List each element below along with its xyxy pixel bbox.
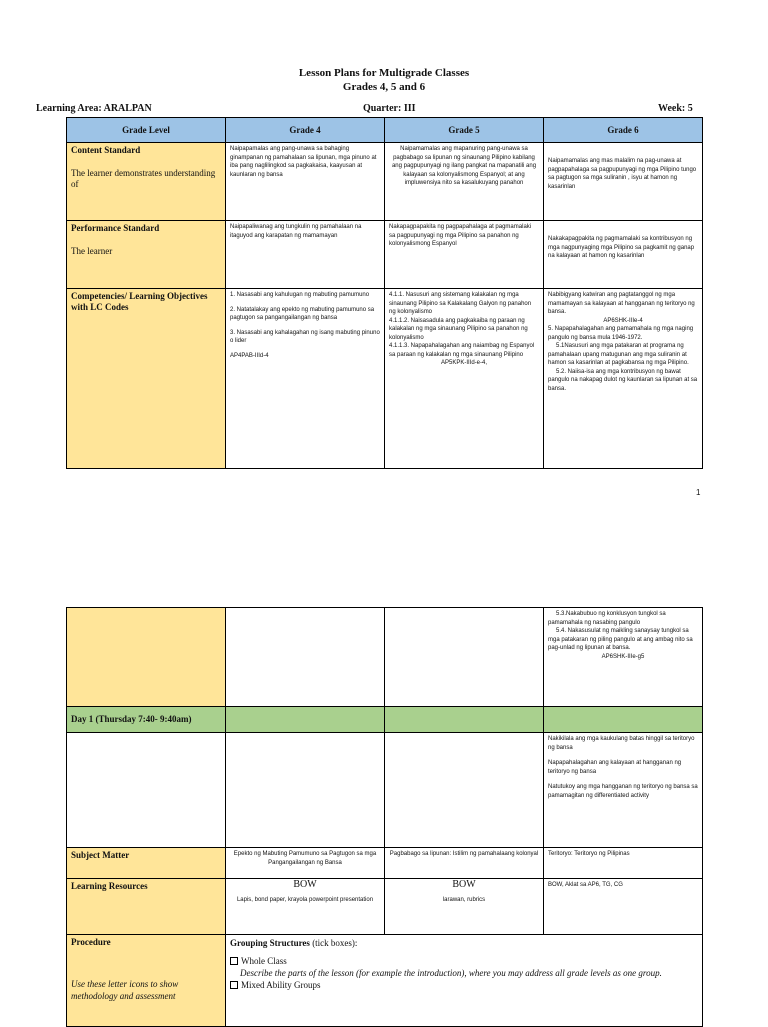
learning-resources-label [67, 879, 226, 935]
performance-standard-row [67, 221, 703, 289]
procedure-note: Use these letter icons to show methodology and assessment [71, 979, 179, 1001]
day1-g5 [385, 707, 544, 733]
competencies-g6 [544, 289, 703, 469]
performance-standard-sub: The learner [71, 246, 113, 256]
procedure-content [226, 935, 703, 1027]
mixed-ability-label: Mixed Ability Groups [241, 980, 321, 990]
grouping-structures-hint: (tick boxes): [309, 938, 358, 948]
content-standard-g5: Naipamamalas ang mapanuring pang-unawa sa pagbabago sa lipunan ng sinaunang Pilipino kabilang ang pagpupunyagi ng ilang pangkat na mapanatili ang kalayaan sa kolonyalismong Espanyol; at ang impluwensiya nito sa kasalukuyang panahon [385, 143, 544, 221]
day1-g4 [226, 707, 385, 733]
competency-g6-5-2: 5.2. Naiisa-isa ang mga kontribusyon ng bawat pangulo na nakapag dulot ng kaunlaran sa lipunan at sa bansa. [548, 368, 698, 392]
resources-g5: larawan, rubrics [442, 896, 486, 903]
subject-matter-title: Subject Matter [71, 850, 130, 860]
header-grade-5: Grade 5 [385, 118, 544, 143]
whole-class-option[interactable] [230, 955, 698, 967]
day1-objective-g6-3: Natutukoy ang mga hangganan ng teritoryo ng bansa sa pamamagitan ng differentiated activity [548, 784, 698, 799]
day1-objectives-g5 [385, 733, 544, 848]
quarter: Quarter: III [363, 103, 416, 114]
competency-g5-1: 4.1.1. Nasusuri ang sistemang kalakalan ng mga sinaunang Pilipino sa Kalakalang Galyon ng panahon ng kolonyalismo [389, 292, 532, 315]
content-standard-sub: The learner demonstrates understanding of [71, 168, 216, 189]
day1-objective-g6-2: Napapahalagahan ang kalayaan at hangganan ng teritoryo ng bansa [548, 760, 682, 775]
performance-standard-title: Performance Standard [71, 223, 160, 233]
learning-resources-g4 [226, 879, 385, 935]
content-standard-title: Content Standard [71, 145, 141, 155]
performance-standard-g4: Naipapaliwanag ang tungkulin ng pamahalaan na itaguyod ang karapatan ng mamamayan [226, 221, 385, 289]
day1-objective-g6-1: Nakikilala ang mga kaukulang batas hinggil sa teritoryo ng bansa [548, 736, 695, 751]
document-subtitle: Grades 4, 5 and 6 [342, 81, 426, 93]
learning-resources-g6: BOW, Aklat sa AP6, TG, CG [544, 879, 703, 935]
grouping-structures-title: Grouping Structures [230, 938, 310, 948]
learning-resources-title: Learning Resources [71, 881, 148, 891]
continued-label-cell [67, 608, 226, 707]
competency-g6-5-3: 5.3.Nakabubuo ng konklusyon tungkol sa pamamahala ng nasabing pangulo [548, 611, 666, 626]
subject-matter-g5: Pagbabago sa lipunan: Istilim ng pamahalaang kolonyal [385, 848, 544, 879]
performance-standard-g5: Nakapagpapakita ng pagpapahalaga at pagmamalaki sa pagpupunyagi ng mga Pilipino sa panahon ng kolonyalismong Espanyol [385, 221, 544, 289]
competencies-row [67, 289, 703, 469]
continued-g5 [385, 608, 544, 707]
competencies-title: Competencies/ Learning Objectives with LC Codes [71, 291, 208, 312]
whole-class-label: Whole Class [241, 956, 287, 966]
lc-code-g6: AP6SHK-IIIe-4 [603, 317, 643, 324]
lc-code-g6-2: AP6SHK-IIIe-g5 [601, 653, 645, 660]
day1-row [67, 707, 703, 733]
header-row [67, 118, 703, 143]
learning-area: Learning Area: ARALPAN [36, 103, 152, 114]
document-title: Lesson Plans for Multigrade Classes [298, 67, 470, 79]
mixed-ability-option[interactable] [230, 979, 698, 991]
competency-g6-5: 5. Napapahalagahan ang pamamahala ng mga naging pangulo ng bansa mula 1946-1972. [548, 326, 694, 341]
performance-standard-g6: Nakakapagpakita ng pagmamalaki sa kontribusyon ng mga nagpunyaging mga Pilipino sa pagkamit ng ganap na kalayaan at hamon ng kasarinlan [544, 221, 703, 289]
day1-objectives-g6 [544, 733, 703, 848]
whole-class-checkbox[interactable] [230, 957, 238, 965]
content-standard-row [67, 143, 703, 221]
header-grade-level: Grade Level [67, 118, 226, 143]
day1-objectives-label [67, 733, 226, 848]
whole-class-description: Describe the parts of the lesson (for example the introduction), where you may address all grade levels as one group. [240, 968, 662, 978]
competencies-g4 [226, 289, 385, 469]
content-standard-g6: Naipamamalas ang mas malalim na pag-unawa at pagpapahalaga sa pagpupunyagi ng mga Pilipino tungo sa pagtugon sa mga suliranin , isyu at hamon ng kasarinlan [544, 143, 703, 221]
continued-g6 [544, 608, 703, 707]
header-grade-4: Grade 4 [226, 118, 385, 143]
lesson-plan-table-page-1 [66, 117, 703, 469]
subject-matter-g4: Epekto ng Mabuting Pamumuno sa Pagtugon sa mga Pangangailangan ng Bansa [226, 848, 385, 879]
continued-g4 [226, 608, 385, 707]
procedure-title: Procedure [71, 937, 111, 947]
subject-matter-label [67, 848, 226, 879]
day1-label: Day 1 (Thursday 7:40- 9:40am) [67, 707, 226, 733]
grouping-structures [230, 937, 698, 949]
competency-g5-3: 4.1.1.3. Napapahalagahan ang naiambag ng Espanyol sa paraan ng kalakalan ng mga sinaunang Pilipino [389, 343, 535, 358]
continued-competencies-row [67, 608, 703, 707]
day1-g6 [544, 707, 703, 733]
content-standard-g4: Naipapamalas ang pang-unawa sa bahaging ginampanan ng pamahalaan sa lipunan, mga pinuno at iba pang naglilingkod sa pagkakaisa, kaayusan at kaunlaran ng bansa [226, 143, 385, 221]
competency-g6-1: Nabibigyang katwiran ang pagtatanggol ng mga mamamayan sa kalayaan at hangganan ng teritoryo ng bansa. [548, 292, 695, 315]
bow-g4: BOW [293, 879, 317, 890]
week: Week: 5 [658, 103, 693, 114]
competency-g6-5-4: 5.4. Nakasusulat ng maikling sanaysay tungkol sa mga patakaran ng piling pangulo at ang ambag nito sa pag-unlad ng lipunan at bansa. [548, 628, 693, 651]
resources-g4: Lapis, bond paper, krayola powerpoint presentation [236, 896, 374, 903]
competency-g4-3: 3. Nasasabi ang kahalagahan ng isang mabuting pinuno o lider [230, 329, 380, 344]
performance-standard-label [67, 221, 226, 289]
lesson-plan-table-page-2 [66, 607, 703, 1027]
day1-objectives-row [67, 733, 703, 848]
lc-code-g5: AP5KPK-IIId-e-4, [440, 360, 488, 366]
learning-resources-g5 [385, 879, 544, 935]
procedure-label [67, 935, 226, 1027]
header-grade-6: Grade 6 [544, 118, 703, 143]
competencies-g5 [385, 289, 544, 469]
bow-g5: BOW [452, 879, 476, 890]
competency-g5-2: 4.1.1.2. Naisasadula ang pagkakaiba ng paraan ng kalakalan ng mga sinaunang Pilipino sa panahon ng kolonyalismo [389, 317, 528, 341]
day1-objectives-g4 [226, 733, 385, 848]
procedure-row [67, 935, 703, 1027]
competencies-label [67, 289, 226, 469]
lc-code-g4: AP4PAB-IIId-4 [230, 352, 269, 359]
learning-resources-row [67, 879, 703, 935]
mixed-ability-checkbox[interactable] [230, 981, 238, 989]
subject-matter-row [67, 848, 703, 879]
content-standard-label [67, 143, 226, 221]
page-number: 1 [696, 488, 701, 497]
subject-matter-g6: Teritoryo: Teritoryo ng Pilipinas [544, 848, 703, 879]
competency-g4-1: 1. Nasasabi ang kahulugan ng mabuting pamumuno [230, 292, 370, 298]
competency-g4-2: 2. Natatalakay ang epekto ng mabuting pamumuno sa pagtugon sa pangangailangan ng bansa [230, 306, 375, 321]
competency-g6-5-1: 5.1Nasusuri ang mga patakaran at programa ng pamahalaan upang matugunan ang mga suliranin at hamon sa kasarinlan at pagkabansa ng mga Pilipino. [548, 343, 689, 366]
